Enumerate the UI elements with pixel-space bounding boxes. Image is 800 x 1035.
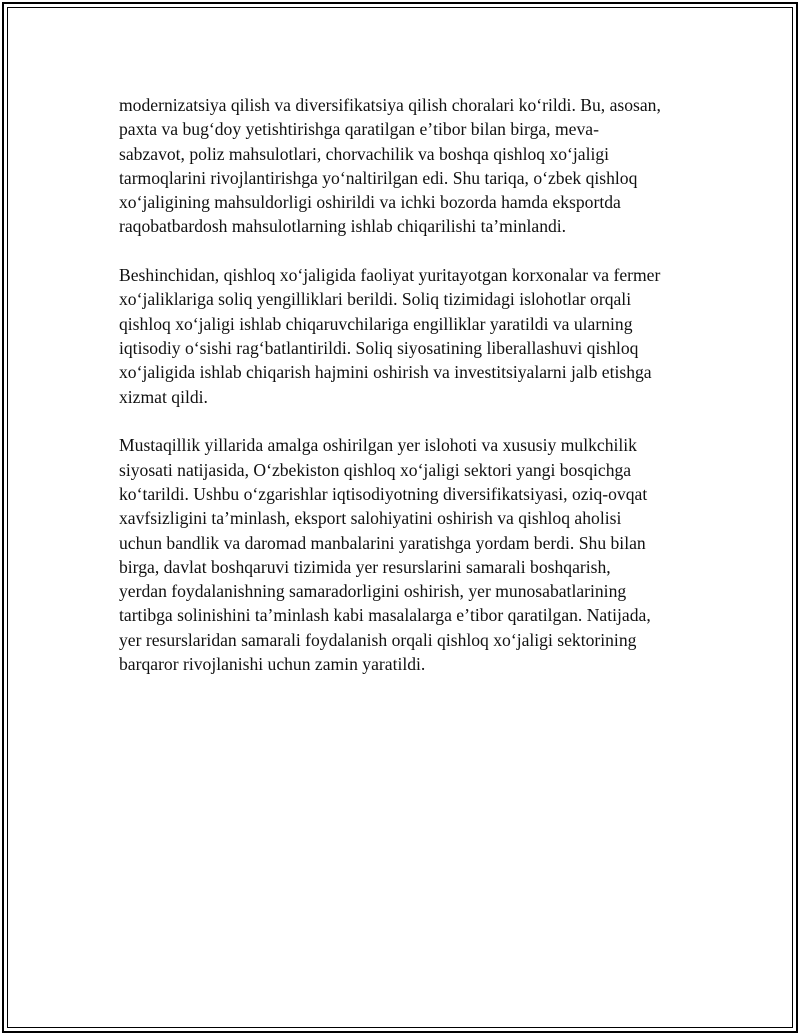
text-line: birga, davlat boshqaruvi tizimida yer resurslarini samarali boshqarish, (119, 556, 611, 577)
text-line: tartibga solinishini taʼminlash kabi masalalarga eʼtibor qaratilgan. Natijada, (119, 605, 651, 626)
text-line: xoʻjaliklariga soliq yengilliklari berildi. Soliq tizimidagi islohotlar orqali (119, 289, 632, 310)
text-line: xoʻjaligining mahsuldorligi oshirildi va ichki bozorda hamda eksportda (119, 192, 621, 213)
text-line: qishloq xoʻjaligi ishlab chiqaruvchilariga engilliklar yaratildi va ularning (119, 313, 633, 334)
text-line: Mustaqillik yillarida amalga oshirilgan yer islohoti va xususiy mulkchilik (119, 435, 637, 456)
text-line: xavfsizligini taʼminlash, eksport salohiyatini oshirish va qishloq aholisi (119, 508, 622, 529)
text-line: modernizatsiya qilish va diversifikatsiya qilish choralari koʻrildi. Bu, asosan, (119, 95, 661, 115)
text-line: paxta va bugʻdoy yetishtirishga qaratilgan eʼtibor bilan birga, meva- (119, 119, 599, 140)
text-line: raqobatbardosh mahsulotlarning ishlab chiqarilishi taʼminlandi. (119, 216, 567, 237)
text-line: siyosati natijasida, Oʻzbekiston qishloq xoʻjaligi sektori yangi bosqichga (119, 459, 632, 480)
paragraph (119, 263, 699, 409)
paragraph (119, 93, 699, 239)
text-line: yerdan foydalanishning samaradorligini oshirish, yer munosabatlarining (119, 581, 627, 602)
text-line: sabzavot, poliz mahsulotlari, chorvachilik va boshqa qishloq xoʻjaligi (119, 143, 610, 164)
text-line: Beshinchidan, qishloq xoʻjaligida faoliyat yuritayotgan korxonalar va fermer (119, 265, 661, 286)
text-line: iqtisodiy oʻsishi ragʻbatlantirildi. Soliq siyosatining liberallashuvi qishloq (119, 338, 639, 359)
paragraph (119, 433, 699, 676)
document-body (119, 93, 699, 701)
text-line: xizmat qildi. (119, 386, 208, 407)
text-line: tarmoqlarini rivojlantirishga yoʻnaltirilgan edi. Shu tariqa, oʻzbek qishloq (119, 167, 638, 188)
text-line: uchun bandlik va daromad manbalarini yaratishga yordam berdi. Shu bilan (119, 532, 646, 553)
text-line: barqaror rivojlanishi uchun zamin yaratildi. (119, 654, 426, 675)
text-line: koʻtarildi. Ushbu oʻzgarishlar iqtisodiyotning diversifikatsiyasi, oziq-ovqat (119, 483, 648, 504)
text-line: yer resurslaridan samarali foydalanish orqali qishloq xoʻjaligi sektorining (119, 629, 637, 650)
text-line: xoʻjaligida ishlab chiqarish hajmini oshirish va investitsiyalarni jalb etishga (119, 362, 652, 383)
